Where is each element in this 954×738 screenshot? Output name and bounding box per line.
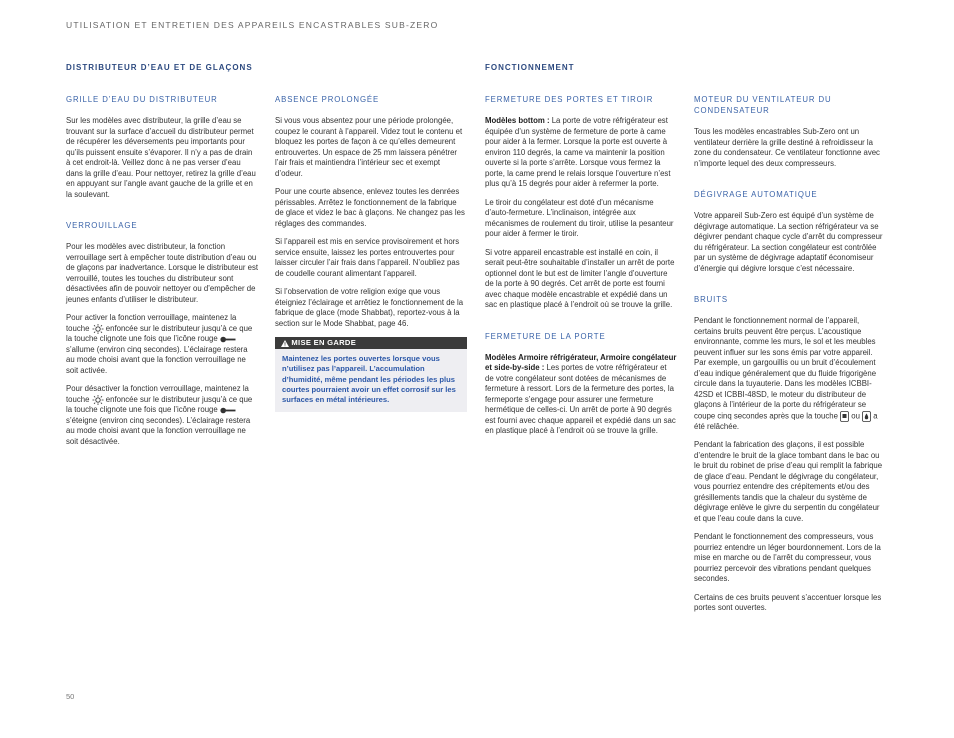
water-button-icon xyxy=(862,411,871,422)
heading-degivrage: DÉGIVRAGE AUTOMATIQUE xyxy=(694,190,818,199)
warning-header xyxy=(275,337,467,349)
key-lock-icon xyxy=(220,407,236,414)
column-1 xyxy=(66,94,258,455)
paragraph-bruits-3: Pendant le fonctionnement des compresseurs, vous pourriez entendre un léger bourdonnement. Lors de la mise en marche ou de l’arrêt du compresseur, vous pourriez percevoir des vibrations pendant quelques secondes. xyxy=(694,532,881,584)
ice-button-icon xyxy=(840,411,849,422)
paragraph-verrouillage-1: Pour les modèles avec distributeur, la fonction verrouillage sert à empêcher toute distribution d’eau ou de glaçons par inadvertance. Lorsque le distributeur est verrouillé, toutes les touches du distributeur sont désactivées afin de pouvoir nettoyer ou d’empêcher de jeunes enfants d’utiliser le distributeur. xyxy=(66,242,259,304)
heading-absence: ABSENCE PROLONGÉE xyxy=(275,95,380,104)
text-fragment: Les portes de votre réfrigérateur et de votre congélateur sont dotées de mécanismes de fermeture à ressort. Lors de la fermeture des portes, la fermeporte s’engage pour assurer une fermeture hermétique de celles-ci. Un arrêt de porte à 90 degrés est fourni avec chaque appareil et expédié dans un sac en plastique placé à l’endroit où se trouve la grille. xyxy=(485,363,676,435)
paragraph-degivrage: Votre appareil Sub-Zero est équipé d’un système de dégivrage automatique. La section réfrigérateur va se dégivrer pendant chaque cycle d’arrêt du compresseur du réfrigérateur. La section congélateur est contrôlée par un système de dégivrage adaptatif économiseur d’énergie qui dégivre lorsque c’est nécessaire. xyxy=(694,211,883,273)
heading-moteur-ventilateur: MOTEUR DU VENTILATEUR DU CONDENSATEUR xyxy=(694,95,832,115)
paragraph-bruits-4: Certains de ces bruits peuvent s’accentuer lorsque les portes sont ouvertes. xyxy=(694,592,882,613)
text-fragment: Pour activer la fonction verrouillage, maintenez la touche xyxy=(66,313,237,333)
text-fragment: La porte de votre réfrigérateur est équipée d’un système de fermeture de porte à came pour aider à la fermer. Lorsque la porte est ouverte à environ 110 degrés, la came va maintenir la position ouverte si la porte s’arrête. Lorsque vous fermez la porte, la came prend le relais lorsque l’ouverture n’est plus qu’à 15 degrés pour aider à refermer la porte. xyxy=(485,116,671,188)
column-4 xyxy=(694,94,886,622)
paragraph-absence-3: Si l’appareil est mis en service provisoirement et hors service ensuite, laissez les portes entrouvertes pour laisser circuler l’air frais dans l’appareil. N’oubliez pas de coudelle courant alimentant l’appareil. xyxy=(275,237,460,278)
section-title-distributeur: DISTRIBUTEUR D’EAU ET DE GLAÇONS xyxy=(66,63,253,72)
text-fragment: enfoncée sur le distributeur jusqu’à ce que la touche clignote une fois que l’icône rouge xyxy=(66,323,253,344)
text-fragment: Pour désactiver la fonction verrouillage, maintenez la touche xyxy=(66,384,249,404)
text-fragment: s’allume (environ cinq secondes). L’éclairage restera au mode choisi avant que la fonction verrouillage ne soit activée. xyxy=(66,344,248,375)
section-title-fonctionnement: FONCTIONNEMENT xyxy=(485,63,575,72)
paragraph-fermeture-2: Le tiroir du congélateur est doté d’un mécanisme d’auto-fermeture. L’inclinaison, intégrée aux mécanismes de roulement du tiroir, utilise la pesanteur pour aider à fermer le tiroir. xyxy=(485,197,674,238)
heading-verrouillage: VERROUILLAGE xyxy=(66,221,138,230)
paragraph-grille: Sur les modèles avec distributeur, la grille d’eau se trouvant sur la surface d’accueil du distributeur permet de récupérer les déversements peu importants pour qu’ils puissent ensuite s’évaporer. Il n’y a pas de drain à cet endroit-là. Veillez donc à ne pas verser d’eau dans la grille d’eau. Pour nettoyer, retirez la grille d’eau en appuyant sur l’angle avant gauche de la grille et en la soulevant. xyxy=(66,116,256,199)
bold-label: Modèles bottom : xyxy=(485,116,550,125)
warning-box xyxy=(275,337,467,412)
light-button-icon xyxy=(92,395,104,405)
paragraph-bruits-1 xyxy=(694,316,886,432)
heading-bruits: BRUITS xyxy=(694,295,728,304)
text-fragment: enfoncée sur le distributeur jusqu’à ce que la touche clignote une fois que l’icône rouge xyxy=(66,394,253,415)
warning-label: MISE EN GARDE xyxy=(291,338,357,347)
paragraph-verrouillage-3 xyxy=(66,384,258,447)
warning-triangle-icon xyxy=(281,340,289,347)
warning-text: Maintenez les portes ouvertes lorsque vous n’utilisez pas l’appareil. L’accumulation d’humidité, même pendant les périodes les plus courtes pourraient avoir un effet corrosif sur les surfaces en métal intérieures. xyxy=(282,354,456,405)
text-fragment: s’éteigne (environ cinq secondes). L’éclairage restera au mode choisi avant que la fonction verrouillage ne soit désactivée. xyxy=(66,415,251,446)
paragraph-fermeture-3: Si votre appareil encastrable est installé en coin, il serait peut-être souhaitable d’installer un arrêt de porte optionnel dont le but est de limiter l’angle d’ouverture de la porte à 90 degrés. Cet arrêt de porte est fourni avec chaque modèle encastrable et expédié dans un sac en plastique placé à l’endroit où se trouve la grille. xyxy=(485,247,675,309)
heading-grille: GRILLE D’EAU DU DISTRIBUTEUR xyxy=(66,95,218,104)
light-button-icon xyxy=(92,324,104,334)
key-lock-icon xyxy=(220,336,236,343)
heading-fermeture-porte: FERMETURE DE LA PORTE xyxy=(485,331,606,341)
paragraph-absence-2: Pour une courte absence, enlevez toutes les denrées périssables. Arrêtez le fonctionnement de la fabrique de glace et videz le bac à glaçons. Ne changez pas les réglages des commandes. xyxy=(275,187,465,228)
paragraph-porte-1 xyxy=(485,353,677,437)
page-number: 50 xyxy=(66,692,75,701)
bold-label: Modèles Armoire réfrigérateur, Armoire congélateur et side-by-side : xyxy=(485,352,677,372)
text-fragment: Pendant le fonctionnement normal de l’appareil, certains bruits peuvent être perçus. L’acoustique environnante, comme les murs, le sol et les meubles peuvent influer sur les sons émis par votre appareil. Par exemple, un gargouillis ou un bruit d’écoulement d’eau indique généralement que du fluide frigorigène circule dans la tuyauterie. Dans les modèles ICBBI-42SD et ICBBI-48SD, le moteur du distributeur de glaçons à l’intérieur de la porte du réfrigérateur se coupe cinq secondes après que la touche xyxy=(694,316,877,421)
running-header: UTILISATION ET ENTRETIEN DES APPAREILS ENCASTRABLES SUB-ZERO xyxy=(66,20,439,30)
heading-fermeture-portes-tiroir: FERMETURE DES PORTES ET TIROIR xyxy=(485,95,654,104)
paragraph-bruits-2: Pendant la fabrication des glaçons, il est possible d’entendre le bruit de la glace tombant dans le bac ou le bruit du robinet de prise d’eau qui remplit la fabrique de glace d’eau. Pendant le dégivrage du congélateur, vous pourriez entendre des crépitements et/ou des grésillements tandis que la chaleur du système de dégivrage enlève le givre du serpentin du congélateur et que l’eau coule dans la cuve. xyxy=(694,440,883,523)
paragraph-absence-1: Si vous vous absentez pour une période prolongée, coupez le courant à l’appareil. Videz tout le contenu et bloquez les portes de façon à ce qu’elles demeurent entrouvertes. Un espace de 25 mm laissera pénétrer l’air frais et maintiendra l’intérieur sec et exempt d’odeur. xyxy=(275,116,463,178)
paragraph-moteur: Tous les modèles encastrables Sub-Zero ont un ventilateur derrière la grille destiné à refroidisseur la zone du condensateur. Ce ventilateur fonctionne avec n’importe lequel des deux compresseurs. xyxy=(694,127,880,168)
column-3 xyxy=(485,94,677,445)
paragraph-absence-4: Si l’observation de votre religion exige que vous éteigniez l’éclairage et arrêtiez le fonctionnement de la fabrique de glace (mode Shabbat), reportez-vous à la section sur le Mode Shabbat, page 46. xyxy=(275,287,464,328)
paragraph-verrouillage-2 xyxy=(66,313,258,376)
text-fragment: ou xyxy=(851,411,860,421)
column-2 xyxy=(275,94,467,412)
paragraph-fermeture-1 xyxy=(485,116,677,190)
text-fragment: a été relâchée. xyxy=(694,411,878,431)
